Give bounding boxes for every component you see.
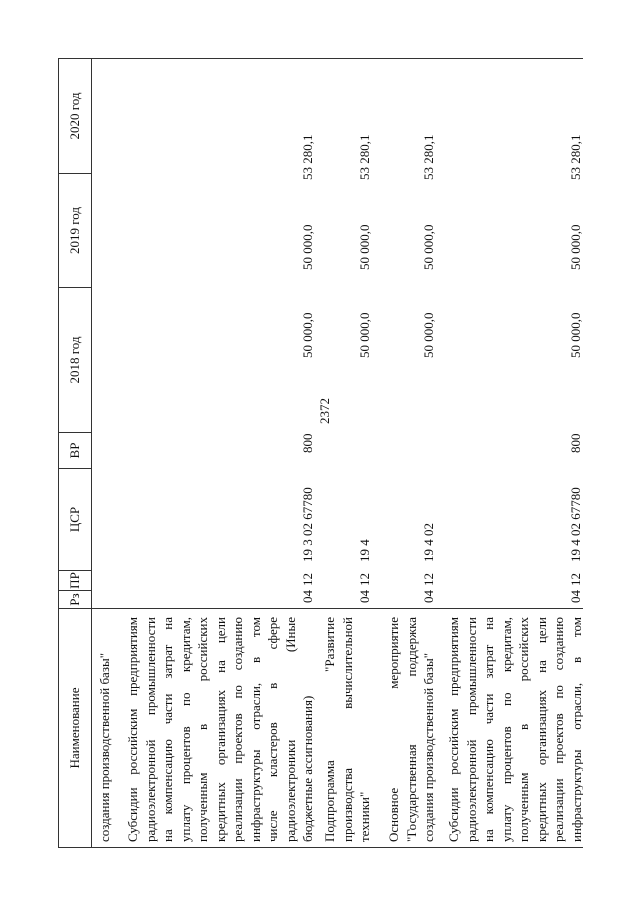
row-2020: 53 280,1 <box>357 134 372 180</box>
row-2019: 50 000,0 <box>300 224 315 270</box>
row-pr: 12 <box>357 573 372 586</box>
row-rz: 04 <box>421 590 436 603</box>
row-2018: 50 000,0 <box>421 312 436 358</box>
header-csr: ЦСР <box>58 468 92 571</box>
row-2020: 53 280,1 <box>421 134 436 180</box>
row-rz: 04 <box>300 590 315 603</box>
table-canvas <box>58 58 583 848</box>
row-pr: 12 <box>300 573 315 586</box>
row-name: Субсидии российским предприятиям радиоэлектронной промышленности на компенсацию части затрат на уплату процентов по кредитам, полученным в российских кредитных организациях на цели реализации проектов по созданию инфраструктуры отрасли, в том числе кластеров в сфере радиоэлектроники (Иные бюджетные ассигнования) <box>125 617 315 842</box>
row-2019: 50 000,0 <box>421 224 436 270</box>
row-csr: 19 3 02 67780 <box>300 487 315 562</box>
page-number: 2372 <box>317 398 332 424</box>
row-csr: 19 4 02 67780 <box>568 487 583 562</box>
row-vr: 800 <box>300 433 315 453</box>
row-vr: 800 <box>568 433 583 453</box>
budget-table <box>58 58 583 848</box>
row-2020: 53 280,1 <box>300 134 315 180</box>
row-name: Субсидии российским предприятиям радиоэлектронной промышленности на компенсацию части затрат на уплату процентов по кредитам, полученным в российских кредитных организациях на цели реализации проектов по созданию инфраструктуры отрасли, в том <box>446 617 583 842</box>
row-2018: 50 000,0 <box>300 312 315 358</box>
row-name: Основное мероприятие "Государственная поддержка создания производственной базы" <box>386 617 436 842</box>
row-rz: 04 <box>357 590 372 603</box>
row-2019: 50 000,0 <box>357 224 372 270</box>
row-csr: 19 4 02 <box>421 523 436 562</box>
column-line <box>92 58 583 59</box>
header-pr: ПР <box>58 570 92 591</box>
row-name: создания производственной базы" <box>97 652 112 842</box>
row-2020: 53 280,1 <box>568 134 583 180</box>
header-2020: 2020 год <box>58 58 92 174</box>
row-pr: 12 <box>568 573 583 586</box>
row-rz: 04 <box>568 590 583 603</box>
header-vr: ВР <box>58 432 92 469</box>
row-csr: 19 4 <box>357 539 372 562</box>
row-pr: 12 <box>421 573 436 586</box>
column-line <box>92 847 583 848</box>
header-name: Наименование <box>58 608 92 848</box>
header-2018: 2018 год <box>58 287 92 433</box>
row-2019: 50 000,0 <box>568 224 583 270</box>
row-2018: 50 000,0 <box>568 312 583 358</box>
column-line <box>92 608 583 609</box>
header-2019: 2019 год <box>58 173 92 288</box>
header-rz: Рз <box>58 590 92 609</box>
row-name: Подпрограмма "Развитие производства вычислительной техники" <box>322 617 372 842</box>
row-2018: 50 000,0 <box>357 312 372 358</box>
